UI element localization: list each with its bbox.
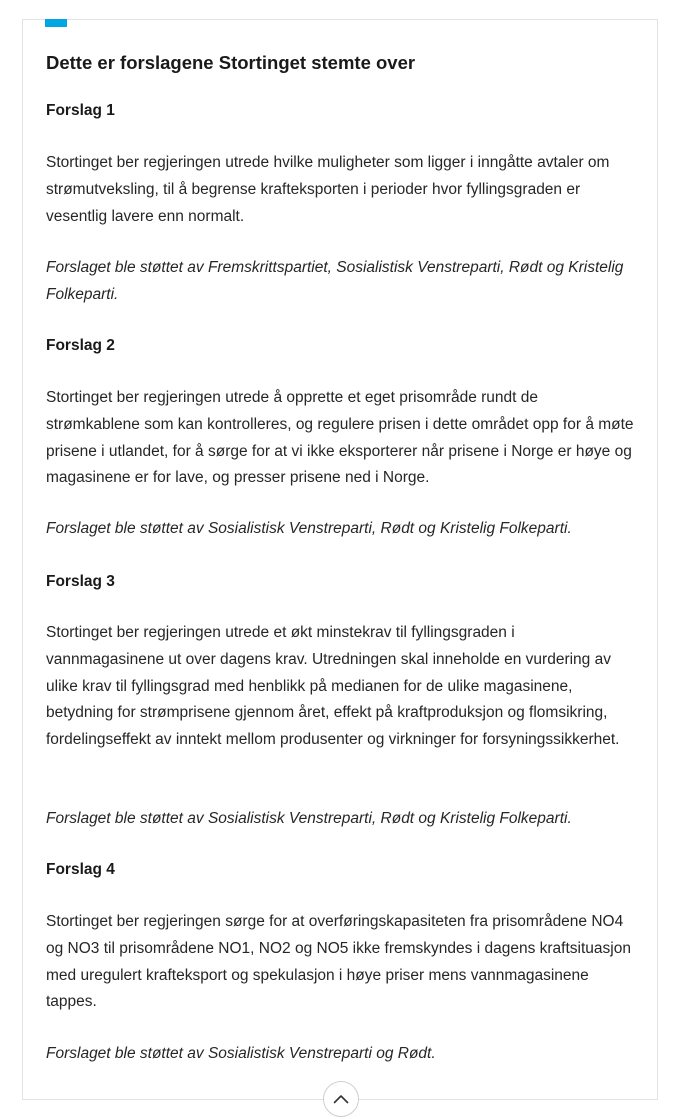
card-title: Dette er forslagene Stortinget stemte over — [46, 52, 416, 73]
chevron-up-icon — [333, 1094, 349, 1104]
proposal-heading-3: Forslag 3 — [46, 573, 115, 590]
proposal-heading-2: Forslag 2 — [46, 337, 115, 354]
proposals-card — [22, 19, 658, 1100]
proposal-support-3: Forslaget ble støttet av Sosialistisk Venstreparti, Rødt og Kristelig Folkeparti. — [46, 810, 572, 827]
proposal-text-1: Stortinget ber regjeringen utrede hvilke muligheter som ligger i inngåtte avtaler om strømutveksling, til å begrense krafteksporten i perioder hvor fyllingsgraden er vesentlig lavere enn normalt. — [46, 154, 610, 225]
proposal-support-2: Forslaget ble støttet av Sosialistisk Venstreparti, Rødt og Kristelig Folkeparti. — [46, 520, 572, 537]
collapse-button[interactable] — [323, 1081, 359, 1117]
proposal-text-2: Stortinget ber regjeringen utrede å opprette et eget prisområde rundt de strømkablene som kan kontrolleres, og regulere prisen i dette området opp for å møte prisene i utlandet, for å sørge for at vi ikke eksporterer når prisene i Norge er høye og magasinene er for lave, og presser prisene ned i Norge. — [46, 389, 634, 487]
proposal-heading-4: Forslag 4 — [46, 861, 115, 878]
proposal-support-1: Forslaget ble støttet av Fremskrittspartiet, Sosialistisk Venstreparti, Rødt og Kristelig Folkeparti. — [46, 259, 624, 303]
proposal-heading-1: Forslag 1 — [46, 102, 115, 119]
accent-bar — [45, 19, 67, 27]
proposal-text-4: Stortinget ber regjeringen sørge for at overføringskapasiteten fra prisområdene NO4 og NO3 til prisområdene NO1, NO2 og NO5 ikke fremskyndes i dagens kraftsituasjon med uregulert krafteksport og spekulasjon i høye priser mens vannmagasinene tappes. — [46, 913, 631, 1011]
proposal-support-4: Forslaget ble støttet av Sosialistisk Venstreparti og Rødt. — [46, 1045, 436, 1062]
proposal-text-3: Stortinget ber regjeringen utrede et økt minstekrav til fyllingsgraden i vannmagasinene ut over dagens krav. Utredningen skal inneholde en vurdering av ulike krav til fyllingsgrad med henblikk på medianen for de ulike magasinene, betydning for strømprisene gjennom året, effekt på kraftproduksjon og flomsikring, fordelingseffekt av inntekt mellom produsenter og virkninger for forsyningssikkerhet. — [46, 624, 620, 749]
